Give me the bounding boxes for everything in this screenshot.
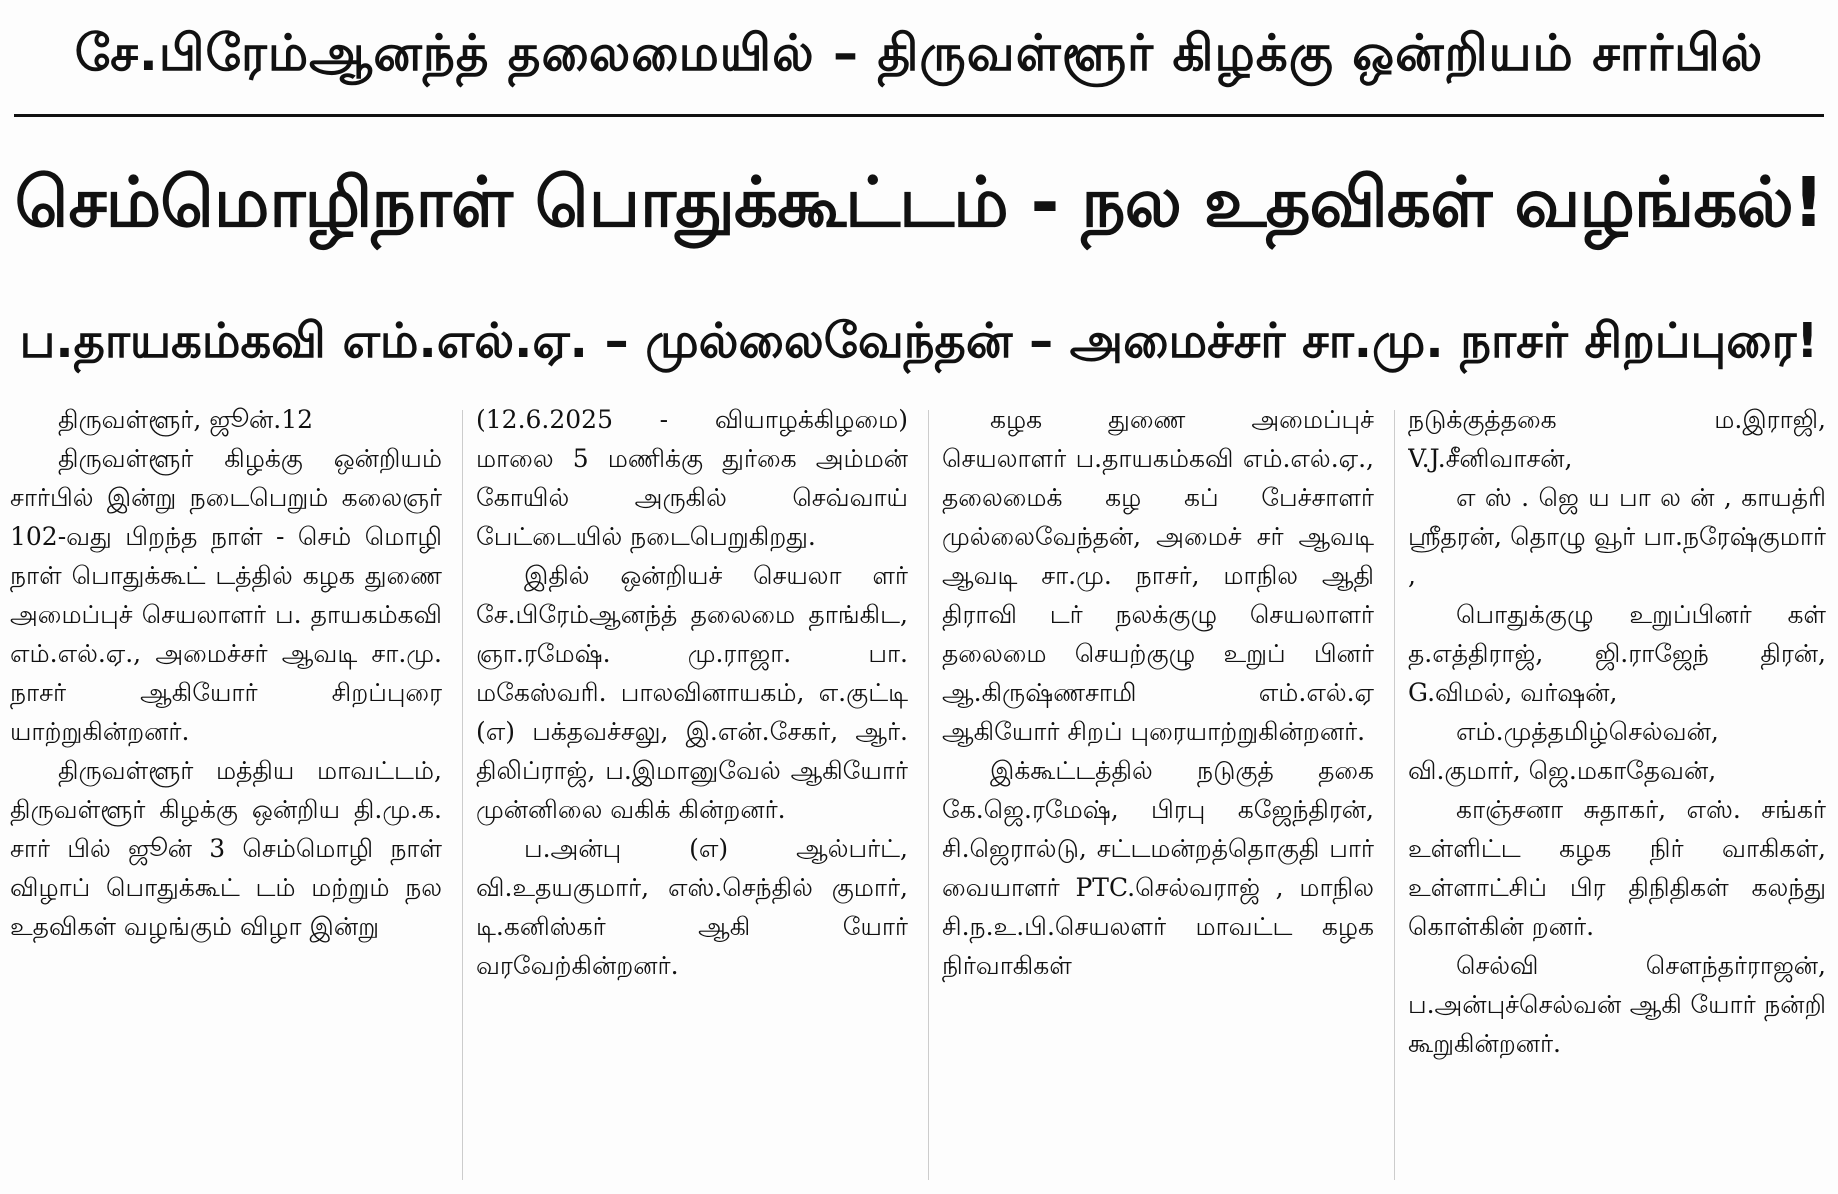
article-paragraph: எ ஸ் . ஜெ ய பா ல ன் , காயத்ரி ஸ்ரீதரன், தொழு வூர் பா.நரேஷ்குமார் , [1408,483,1826,590]
article-paragraph: திருவள்ளூர், ஜூன்.12 [58,405,314,434]
article-paragraph: இதில் ஒன்றியச் செயலா ளர் சே.பிரேம்ஆனந்த் தலைமை தாங்கிட, ஞா.ரமேஷ். மு.ராஜா. பா. மகேஸ்வரி. பாலவினாயகம், எ.குட்டி (எ) பக்தவச்சலு, இ.என்.சேகர், ஆர். திலிப்ராஜ், ப.இமானுவேல் ஆகியோர் முன்னிலை வகிக் கின்றனர். [476,561,908,824]
article-paragraph: கழக துணை அமைப்புச் செயலாளர் ப.தாயகம்கவி எம்.எல்.ஏ., தலைமைக் கழ கப் பேச்சாளர் முல்லைவேந்தன், அமைச் சர் ஆவடி ஆவடி சா.மு. நாசர், மாநில ஆதி திராவி டர் நலக்குழு செயலாளர் தலைமை செயற்குழு உறுப் பினர் ஆ.கிருஷ்ணசாமி எம்.எல்.ஏ ஆகியோர் சிறப் புரையாற்றுகின்றனர். [942,405,1374,746]
article-paragraph: இக்கூட்டத்தில் நடுகுத் தகை கே.ஜெ.ரமேஷ், பிரபு கஜேந்திரன், சி.ஜெரால்டு, சட்டமன்றத்தொகுதி பார் வையாளர் PTC.செல்வராஜ் , மாநில சி.ந.உ.பி.செயலளர் மாவட்ட கழக நிர்வாகிகள் [942,756,1374,980]
article-paragraph: திருவள்ளூர் கிழக்கு ஒன்றியம் சார்பில் இன்று நடைபெறும் கலைஞர் 102-வது பிறந்த நாள் - செம் மொழி நாள் பொதுக்கூட் டத்தில் கழக துணை அமைப்புச் செயலாளர் ப. தாயகம்கவி எம்.எல்.ஏ., அமைச்சர் ஆவடி சா.மு. நாசர் ஆகியோர் சிறப்புரை யாற்றுகின்றனர். [10,444,442,746]
article-column-4 [1408,400,1826,1190]
article-kicker: சே.பிரேம்ஆனந்த் தலைமையில் – திருவள்ளூர் கிழக்கு ஒன்றியம் சார்பில் [74,23,1764,82]
article-body [10,400,1828,1190]
article-paragraph: நடுக்குத்தகை ம.இராஜி, V.J.சீனிவாசன், [1408,405,1826,473]
article-column-1 [10,400,442,1190]
column-divider [462,410,463,1180]
article-paragraph: காஞ்சனா சுதாகர், எஸ். சங்கர் உள்ளிட்ட கழக நிர் வாகிகள், உள்ளாட்சிப் பிர திநிதிகள் கலந்து கொள்கின் றனர். [1408,795,1826,941]
article-headline: செம்மொழிநாள் பொதுக்கூட்டம் - நல உதவிகள் வழங்கல்! [14,162,1824,243]
article-paragraph: எம்.முத்தமிழ்செல்வன், வி.குமார், ஜெ.மகாதேவன், [1408,717,1719,785]
column-divider [1394,410,1395,1180]
article-subhead: ப.தாயகம்கவி எம்.எல்.ஏ. – முல்லைவேந்தன் – அமைச்சர் சா.மு. நாசர் சிறப்புரை! [19,313,1819,369]
kicker-rule [14,114,1824,117]
article-column-3 [942,400,1374,1190]
article-paragraph: (12.6.2025 - வியாழக்கிழமை) மாலை 5 மணிக்கு துர்கை அம்மன் கோயில் அருகில் செவ்வாய் பேட்டையில் நடைபெறுகிறது. [476,405,908,551]
article-column-2 [476,400,908,1190]
column-divider [928,410,929,1180]
article-paragraph: திருவள்ளூர் மத்திய மாவட்டம், திருவள்ளூர் கிழக்கு ஒன்றிய தி.மு.க. சார் பில் ஜூன் 3 செம்மொழி நாள் விழாப் பொதுக்கூட் டம் மற்றும் நல உதவிகள் வழங்கும் விழா இன்று [10,756,442,941]
article-paragraph: செல்வி சௌந்தர்ராஜன், ப.அன்புச்செல்வன் ஆகி யோர் நன்றி கூறுகின்றனர். [1408,951,1826,1058]
article-paragraph: ப.அன்பு (எ) ஆல்பர்ட், வி.உதயகுமார், எஸ்.செந்தில் குமார், டி.கனிஸ்கர் ஆகி யோர் வரவேற்கின்றனர். [476,834,908,980]
article-paragraph: பொதுக்குழு உறுப்பினர் கள் த.எத்திராஜ், ஜி.ராஜேந் திரன், G.விமல், வர்ஷன், [1408,600,1826,707]
